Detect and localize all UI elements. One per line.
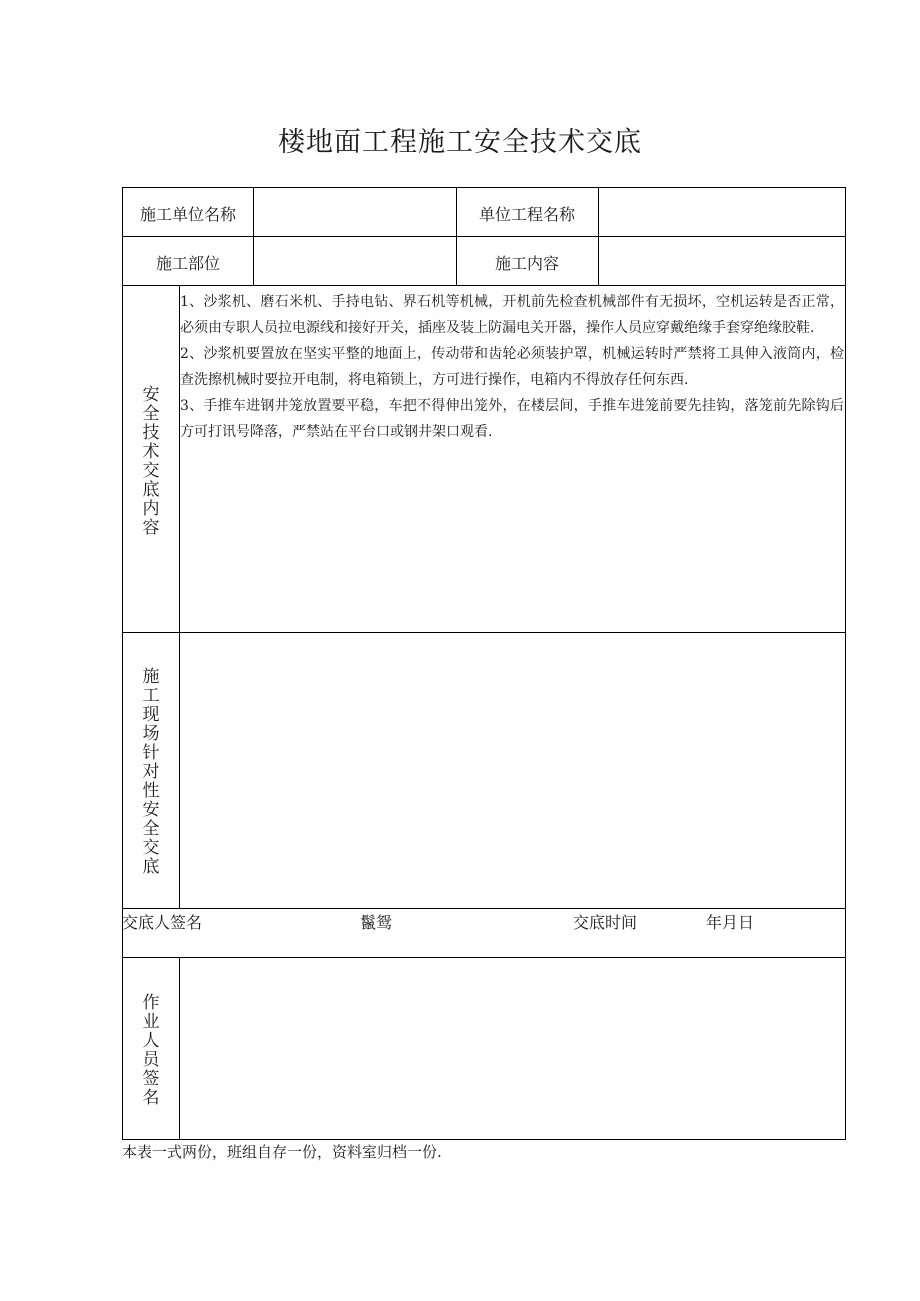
col-divider — [598, 188, 599, 285]
row-divider — [123, 957, 845, 958]
row-divider — [123, 632, 845, 633]
page-title: 楼地面工程施工安全技术交底 — [278, 127, 642, 158]
worker-section-label: 作业人员签名 — [142, 993, 160, 1108]
project-name-label: 单位工程名称 — [478, 205, 575, 224]
part-label: 施工部位 — [155, 254, 220, 273]
safety-item: 1、沙浆机、磨石米机、手持电钻、界石机等机械，开机前先检查机械部件有无损坏，空机运转是否正常，必须由专职人员拉电源线和接好开关，插座及装上防漏电关开器，操作人员应穿戴绝缘手套穿绝缘胶鞋. — [180, 294, 844, 336]
content-label: 施工内容 — [494, 254, 559, 273]
time-label: 交底时间 — [573, 913, 638, 932]
safety-section-label: 安全技术交底内容 — [142, 385, 160, 538]
col-divider — [253, 188, 254, 285]
safety-content — [180, 289, 844, 445]
footnote: 本表一式两份，班组自存一份，资料室归档一份. — [122, 1143, 442, 1161]
presenter-signature: 鬣鸳 — [360, 913, 393, 932]
site-section-label: 施工现场针对性安全交底 — [142, 667, 160, 877]
row-divider — [123, 285, 845, 286]
unit-name-label: 施工单位名称 — [139, 205, 236, 224]
col-divider — [179, 957, 180, 1139]
safety-item: 3、手推车进钢井笼放置要平稳，车把不得伸出笼外，在楼层间，手推车进笼前要先挂钩，落笼前先除钩后方可打讯号降落，严禁站在平台口或钢井架口观看. — [180, 398, 844, 440]
presenter-label: 交底人签名 — [122, 913, 203, 932]
row-divider — [123, 236, 845, 237]
date-text: 年月日 — [706, 913, 755, 932]
row-divider — [123, 908, 845, 909]
safety-item: 2、沙浆机要置放在坚实平整的地面上，传动带和齿轮必须装护罩，机械运转时严禁将工具伸入液筒内，检查洗擦机械时要拉开电制，将电箱锁上，方可进行操作，电箱内不得放存任何东西. — [180, 346, 844, 388]
